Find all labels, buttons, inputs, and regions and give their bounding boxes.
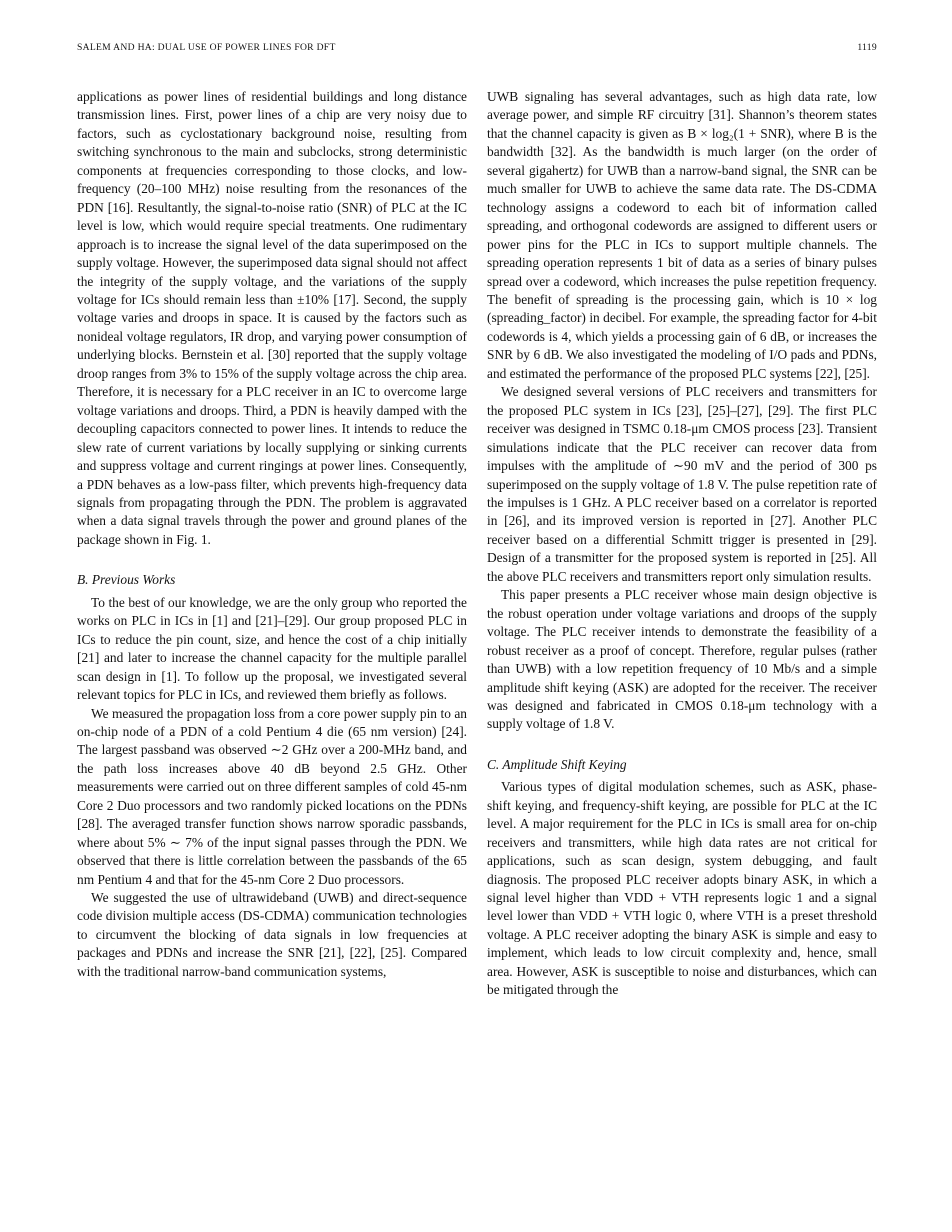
paragraph-uwb-cdma: We suggested the use of ultrawideband (UWB) and direct-sequence code division multiple access (DS-CDMA) communication technologies to circumvent the blocking of data signals in low frequencies at packages and PDNs and increase the SNR [21], [22], [25]. Compared with the traditional narrow-band communication systems,: [77, 890, 467, 979]
section-heading-ask: C. Amplitude Shift Keying: [487, 756, 627, 772]
paragraph-ask: Various types of digital modulation schemes, such as ASK, phase-shift keying, and frequency-shift keying, are possible for PLC at the IC level. A major requirement for the PLC in ICs is small area for on-chip receivers and transmitters, while high data rates are not critical for applications, such as scan design, system debugging, and fault diagnosis. The proposed PLC receiver adopts binary ASK, in which a signal level higher than VDD + VTH represents logic 1 and a signal level lower than VDD + VTH logic 0, where VTH is a preset threshold voltage. A PLC receiver adopting the binary ASK is simple and easy to implement, which leads to low circuit complexity and, hence, small area. However, ASK is susceptible to noise and disturbances, which can be mitigated through the: [487, 779, 877, 998]
right-column: [487, 88, 877, 1000]
left-column: [77, 88, 467, 981]
running-header: [77, 42, 877, 58]
running-title: SALEM AND HA: DUAL USE OF POWER LINES FOR DFT: [77, 42, 336, 53]
paragraph-receiver-versions: We designed several versions of PLC receivers and transmitters for the proposed PLC system in ICs [23], [25]–[27], [29]. The first PLC receiver was designed in TSMC 0.18-μm CMOS process [23]. Transient simulations indicate that the PLC receiver can recover data from impulses with the amplitude of ∼90 mV and the period of 300 ps superimposed on the supply voltage of 1.8 V. The pulse repetition rate of the impulses is 1 GHz. A PLC receiver based on a correlator is reported in [26], and its improved version is reported in [27]. Another PLC receiver based on a differential Schmitt trigger is presented in [29]. Design of a transmitter for the proposed system is reported in [25]. All the above PLC receivers and transmitters report only simulation results.: [487, 384, 877, 584]
page-number: 1119: [857, 42, 877, 53]
paragraph-continuation: applications as power lines of residential buildings and long distance transmission lines. First, power lines of a chip are very noisy due to factors, such as cyclostationary background noise, resulting from switching synchronous to the main and subclocks, strong deterministic components at frequencies corresponding to those clocks, and low-frequency (20–100 MHz) noise resulting from the resonances of the PDN [16]. Resultantly, the signal-to-noise ratio (SNR) of PLC at the IC level is low, which would require special treatments. One rudimentary approach is to increase the signal level of the data superimposed on the supply voltage. However, the superimposed data signal should not affect the integrity of the supply voltage, and the variations of the supply voltage for ICs should remain less than ±10% [17]. Second, the supply voltage varies and droops in space. It is caused by the factors such as nonideal voltage regulators, IR drop, and varying power consumption of underlying blocks. Bernstein et al. [30] reported that the supply voltage droop ranges from 3% to 15% of the supply voltage across the chip area. Therefore, it is necessary for a PLC receiver in an IC to overcome large voltage variations and droops. Third, a PDN is heavily damped with the decoupling capacitors connected to power lines. It intends to reduce the slew rate of current variations by locally supplying or sinking currents and suppress voltage and current ringings at power lines. Consequently, a PDN behaves as a low-pass filter, which prevents high-frequency data signals from propagating through the PDN. The problem is aggravated when a data signal travels through the power and ground planes of the package shown in Fig. 1.: [77, 89, 467, 547]
paragraph-this-paper: This paper presents a PLC receiver whose main design objective is the robust operation under voltage variations and droops of the supply voltage. The PLC receiver intends to demonstrate the feasibility of a robust receiver as a proof of concept. Therefore, regular pulses (rather than UWB) with a low repetition frequency of 10 Mb/s and a simple amplitude shift keying (ASK) are adopted for the receiver. The receiver was designed and fabricated in CMOS 0.18-μm technology with a supply voltage of 1.8 V.: [487, 587, 877, 732]
paragraph-uwb-advantages: UWB signaling has several advantages, such as high data rate, low average power, and simple RF circuitry [31]. Shannon’s theorem states that the channel capacity is given as B × log₂(1 + SNR), where B is the bandwidth [32]. As the bandwidth is much larger (on the order of several gigahertz) for UWB than a narrow-band signal, the SNR can be much smaller for UWB to achieve the same data rate. The DS-CDMA technology assigns a codeword to each bit of information called spreading, and orthogonal codewords are assigned to different users or power pins for the PLC in ICs to support multiple channels. The spreading operation represents 1 bit of data as a series of binary pulses spread over a codeword, which increases the pulse repetition frequency. The benefit of spreading is the processing gain, which is 10 × log (spreading_factor) in decibel. For example, the spreading factor for 4-bit codewords is 4, which yields a processing gain of 6 dB, or increases the SNR by 6 dB. We also investigated the modeling of I/O pads and PDNs, and estimated the performance of the proposed PLC systems [22], [25].: [487, 89, 877, 381]
section-heading-previous-works: B. Previous Works: [77, 572, 176, 588]
paragraph-propagation-loss: We measured the propagation loss from a core power supply pin to an on-chip node of a PDN of a cold Pentium 4 die (65 nm version) [24]. The largest passband was observed ∼2 GHz over a 200-MHz band, and the path loss increases above 40 dB beyond 2.5 GHz. Other measurements were carried out on three different samples of cold 45-nm Core 2 Duo processors and two randomly picked locations on the PDNs [28]. The averaged transfer function shows narrow sporadic passbands, where about 5% ∼ 7% of the input signal passes through the PDN. We observed that there is little correlation between the passbands of the 65 nm Pentium 4 and that for the 45-nm Core 2 Duo processors.: [77, 705, 467, 887]
paragraph-previous-works-intro: To the best of our knowledge, we are the only group who reported the works on PLC in ICs in [1] and [21]–[29]. Our group proposed PLC in ICs to reduce the pin count, size, and hence the cost of a chip initially [21] and later to increase the channel capacity for the multiple parallel scan design in [1]. To follow up the proposal, we investigated several relevant topics for PLC in ICs, and reviewed them briefly as follows.: [77, 594, 467, 703]
